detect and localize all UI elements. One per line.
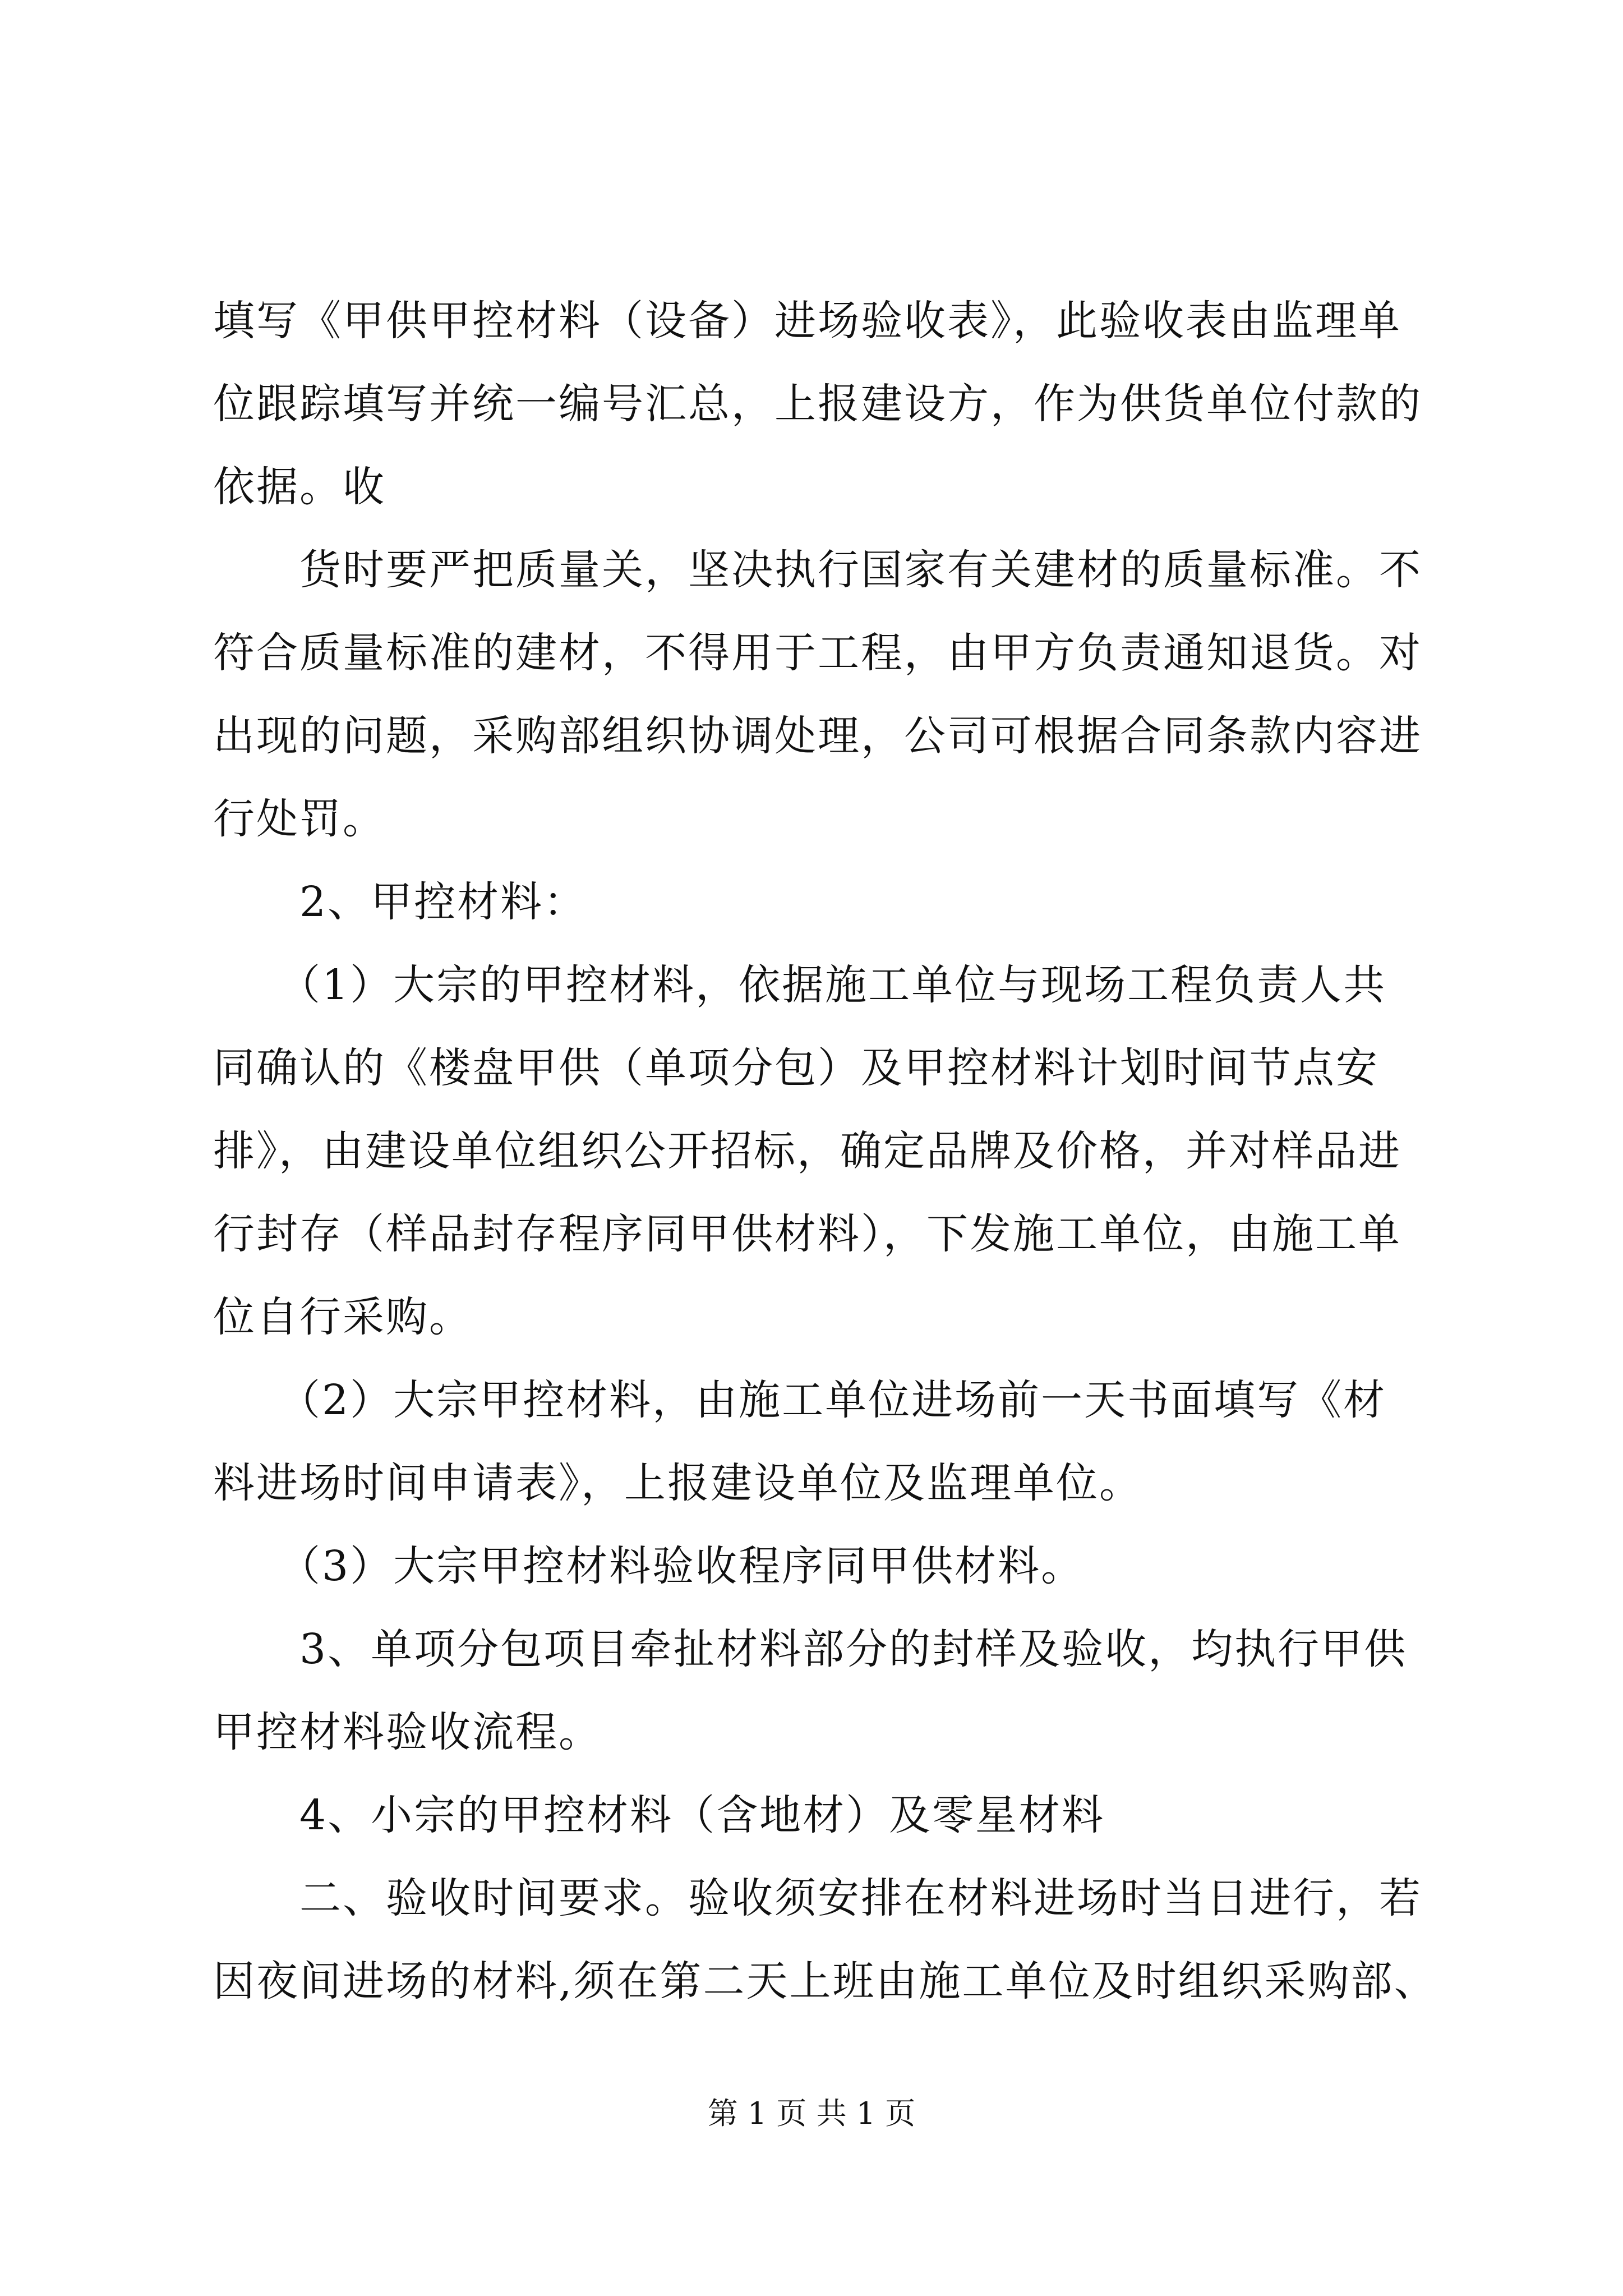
document-body (213, 279, 1437, 2023)
text-line: 排》，由建设单位组织公开招标，确定品牌及价格，并对样品进 (213, 1127, 1401, 1175)
text-line: 因夜间进场的材料,须在第二天上班由施工单位及时组织采购部、 (213, 1957, 1437, 2005)
paragraph-1 (213, 279, 1422, 528)
text-line: （2）大宗甲控材料，由施工单位进场前一天书面填写《材 (213, 1376, 1387, 1424)
text-line: 出现的问题，采购部组织协调处理，公司可根据合同条款内容进 (213, 712, 1422, 760)
page-footer: 第 1 页 共 1 页 (707, 2096, 916, 2131)
text-line: 二、验收时间要求。验收须安排在材料进场时当日进行，若 (213, 1874, 1422, 1922)
text-line: 料进场时间申请表》，上报建设单位及监理单位。 (213, 1459, 1142, 1507)
text-line: 位自行采购。 (213, 1293, 472, 1341)
text-line: 行处罚。 (213, 795, 386, 843)
paragraph-7 (213, 1608, 1419, 1774)
paragraph-8 (213, 1774, 1419, 1857)
text-line: （3）大宗甲控材料验收程序同甲供材料。 (213, 1542, 1085, 1590)
text-line: （1）大宗的甲控材料，依据施工单位与现场工程负责人共 (213, 961, 1387, 1009)
paragraph-6 (213, 1525, 1419, 1608)
text-line: 符合质量标准的建材，不得用于工程，由甲方负责通知退货。对 (213, 629, 1422, 677)
text-line: 同确认的《楼盘甲供（单项分包）及甲控材料计划时间节点安 (213, 1044, 1379, 1092)
paragraph-5 (213, 1359, 1419, 1525)
paragraph-3 (213, 861, 1419, 944)
text-line: 2、甲控材料： (213, 878, 587, 926)
text-line: 货时要严把质量关，坚决执行国家有关建材的质量标准。不 (213, 546, 1422, 594)
text-line: 4、小宗的甲控材料（含地材）及零星材料 (213, 1791, 1105, 1839)
text-line: 甲控材料验收流程。 (213, 1708, 602, 1756)
paragraph-4 (213, 944, 1419, 1359)
text-line: 依据。收 (213, 463, 386, 511)
paragraph-2 (213, 528, 1422, 861)
text-line: 位跟踪填写并统一编号汇总，上报建设方，作为供货单位付款的 (213, 380, 1422, 428)
text-line: 填写《甲供甲控材料（设备）进场验收表》，此验收表由监理单 (213, 297, 1401, 345)
paragraph-9 (213, 1857, 1437, 2023)
text-line: 行封存（样品封存程序同甲供材料），下发施工单位，由施工单 (213, 1210, 1401, 1258)
text-line: 3、单项分包项目牵扯材料部分的封样及验收，均执行甲供 (213, 1625, 1408, 1673)
